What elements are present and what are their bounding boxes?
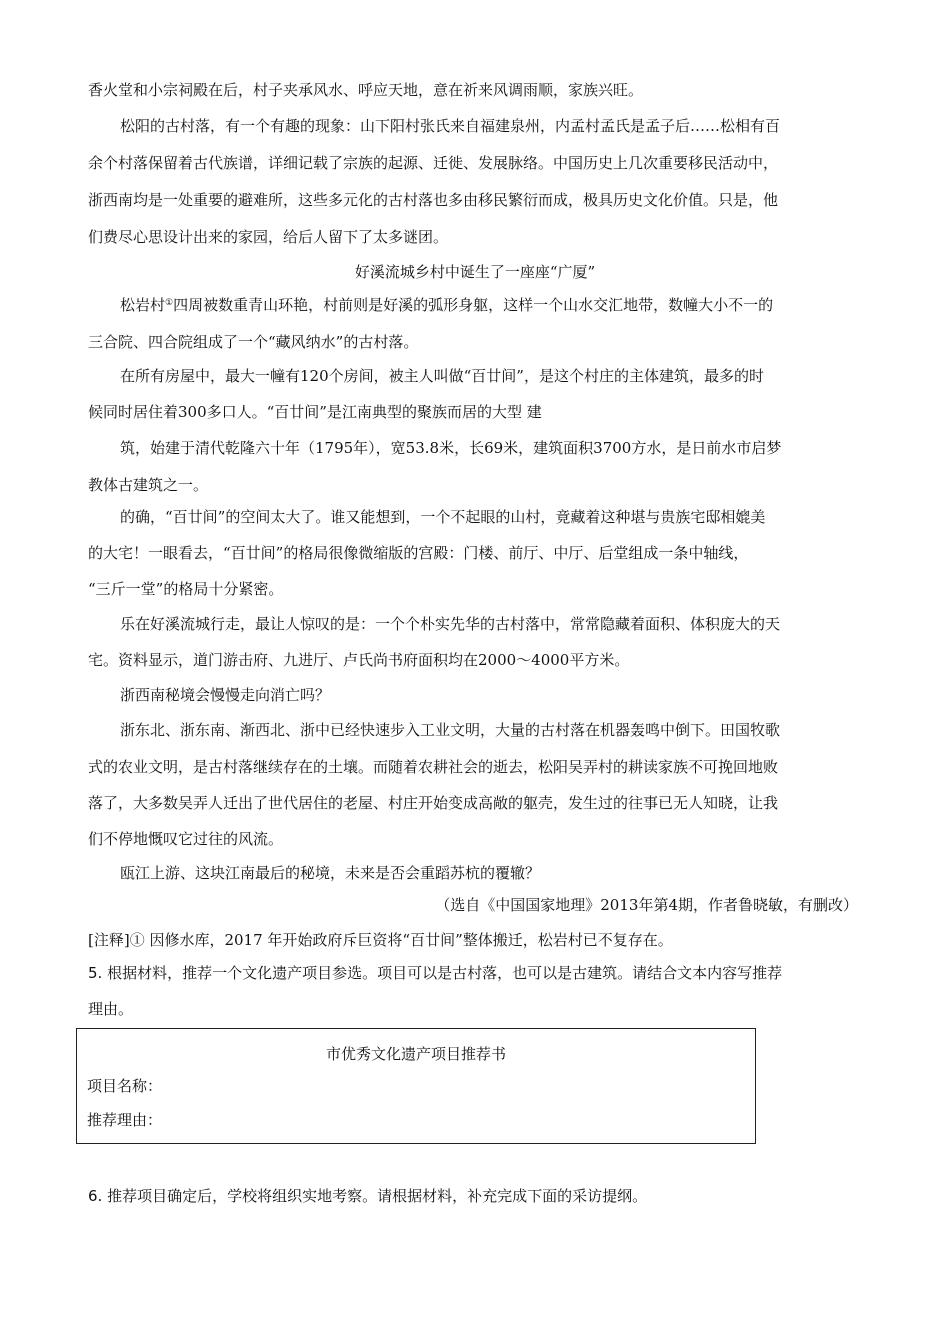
paragraph-6: 浙西南秘境会慢慢走向消亡吗？ xyxy=(120,686,331,704)
paragraph-3-line-3: 筑，始建于清代乾隆六十年（1795年），宽53.8米，长69米，建筑面积3700方水，是日前水市启梦 xyxy=(120,439,782,457)
paragraph-4-line-1: 的确，“百廿间”的空间太大了。谁又能想到，一个不起眼的山村，竟藏着这种堪与贵族宅邸相媲美 xyxy=(120,508,766,526)
paragraph-3-line-4: 教体古建筑之一。 xyxy=(88,476,209,494)
paragraph-7-line-2: 式的农业文明，是古村落继续存在的土壤。而随着农耕社会的逝去，松阳吴弄村的耕读家族不可挽回地败 xyxy=(88,758,779,776)
question-5-line-2: 理由。 xyxy=(88,1000,134,1018)
recommendation-form xyxy=(76,1028,756,1144)
paragraph-2-line-1-rest: 四周被数重青山环艳，村前则是好溪的弧形身躯，这样一个山水交汇地带，数幢大小不一的 xyxy=(173,296,774,314)
recommendation-reason-field[interactable]: 推荐理由： xyxy=(87,1111,163,1129)
section-subtitle: 好溪流城乡村中诞生了一座座“广厦” xyxy=(354,263,596,281)
paragraph-2-line-1 xyxy=(120,295,773,315)
paragraph-1-line-4: 们费尽心思设计出来的家园，给后人留下了太多谜团。 xyxy=(88,228,449,246)
footnote-marker: ① xyxy=(165,298,174,308)
paragraph-4-line-3: “三斤一堂”的格局十分紧密。 xyxy=(88,580,284,598)
paragraph-1-line-1: 松阳的古村落，有一个有趣的现象：山下阳村张氏来自福建泉州，内孟村孟氏是孟子后……松相有百 xyxy=(120,117,781,135)
paragraph-7-line-3: 落了，大多数吴弄人迁出了世代居住的老屋、村庄开始变成高敞的躯壳，发生过的往事已无人知晓，让我 xyxy=(88,794,779,812)
paragraph-1-line-2: 余个村落保留着古代族谱，详细记载了宗族的起源、迁徙、发展脉络。中国历史上几次重要移民活动中， xyxy=(88,154,779,172)
paragraph-7-line-1: 浙东北、浙东南、渐西北、浙中已经快速步入工业文明，大量的古村落在机器轰鸣中倒下。田国牧歌 xyxy=(120,721,781,739)
paragraph-1-line-3: 浙西南均是一处重要的避难所，这些多元化的古村落也多由移民繁衍而成，极具历史文化价值。只是，他 xyxy=(88,191,779,209)
project-name-field[interactable]: 项目名称： xyxy=(87,1077,163,1095)
footnote: [注释]① 因修水库，2017 年开始政府斥巨资将“百廿间”整体搬迁，松岩村已不复存在。 xyxy=(88,931,673,949)
source-citation: （选自《中国国家地理》2013年第4期，作者鲁晓敏，有删改） xyxy=(435,896,858,914)
paragraph-5-line-1: 乐在好溪流城行走，最让人惊叹的是：一个个朴实先华的古村落中，常常隐藏着面积、体积庞大的天 xyxy=(120,615,781,633)
paragraph-0: 香火堂和小宗祠殿在后，村子夹承风水、呼应天地，意在祈来风调雨顺，家族兴旺。 xyxy=(88,81,644,99)
paragraph-7-line-4: 们不停地慨叹它过往的风流。 xyxy=(88,830,284,848)
paragraph-3-line-1: 在所有房屋中，最大一幢有120个房间，被主人叫做“百廿间”，是这个村庄的主体建筑，最多的时 xyxy=(120,367,764,385)
paragraph-5-line-2: 宅。资料显示，道门游击府、九进厅、卢氏尚书府面积均在2000～4000平方米。 xyxy=(88,651,630,669)
paragraph-8: 瓯江上游、这块江南最后的秘境，未来是否会重蹈苏杭的覆辙？ xyxy=(120,864,541,882)
question-6: 6. 推荐项目确定后，学校将组织实地考察。请根据材料，补充完成下面的采访提纲。 xyxy=(88,1187,648,1205)
form-title: 市优秀文化遗产项目推荐书 xyxy=(325,1045,506,1063)
paragraph-3-line-2: 候同时居住着300多口人。“百廿间”是江南典型的聚族而居的大型 建 xyxy=(88,403,542,421)
question-5-line-1: 5. 根据材料，推荐一个文化遗产项目参选。项目可以是古村落，也可以是古建筑。请结合文本内容写推荐 xyxy=(88,964,783,982)
paragraph-2-line-2: 三合院、四合院组成了一个“藏风纳水”的古村落。 xyxy=(88,333,419,351)
village-name: 松岩村 xyxy=(120,296,166,314)
paragraph-4-line-2: 的大宅！一眼看去，“百廿间”的格局很像微缩版的宫殿：门楼、前厅、中厅、后堂组成一条中轴线， xyxy=(88,544,749,562)
